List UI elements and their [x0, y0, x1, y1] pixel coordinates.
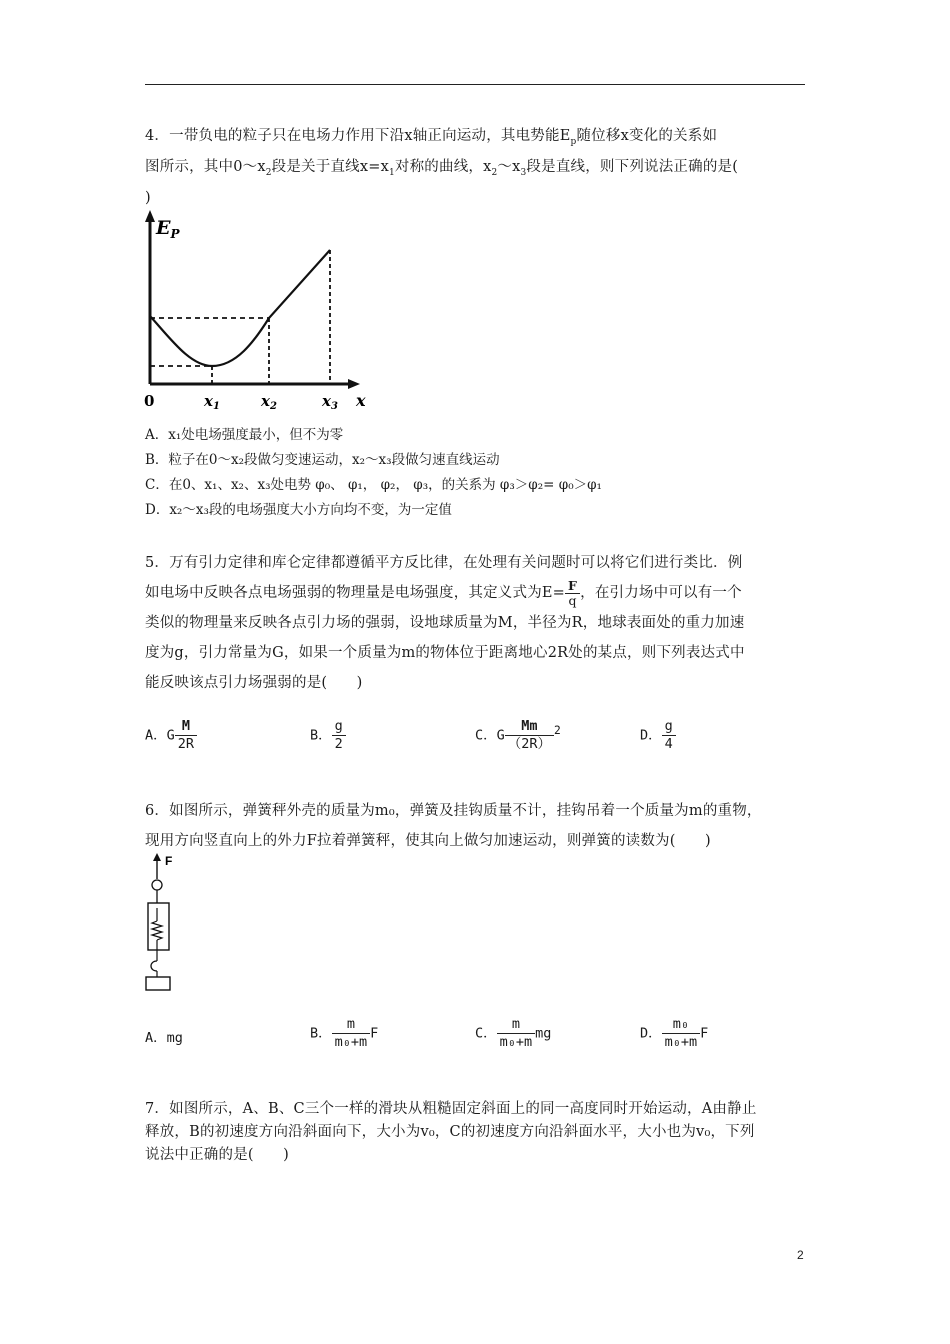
q4-option-d: D．x₂～x₃段的电场强度大小方向均不变，为一定值: [145, 502, 452, 518]
header-rule: [145, 84, 805, 85]
q5-line3: 类似的物理量来反映各点引力场的强弱，设地球质量为M，半径为R，地球表面处的重力加速: [145, 615, 745, 631]
q6-choice-c: C． $\frac{m}{\text{m₀+m}}$ mg: [475, 1016, 552, 1050]
q6-line1: 6．如图所示，弹簧秤外壳的质量为m₀，弹簧及挂钩质量不计，挂钩吊着一个质量为m的重物，: [145, 803, 762, 819]
x1-label: $x_1$: [204, 392, 220, 412]
q5-choice-a: A．G $\frac{M}{2R}$: [145, 718, 197, 753]
q5-line2: 如电场中反映各点电场强弱的物理量是电场强度，其定义式为E= $\frac{F}{q}$ ，在引力场中可以有一个: [145, 577, 742, 608]
q7-line3: 说法中正确的是( ): [145, 1147, 290, 1163]
q6-choice-a: A．mg: [145, 1030, 183, 1046]
q6-choice-d: D． $\frac{\text{m₀}}{\text{m₀+m}}$ F: [640, 1016, 709, 1050]
hook-icon: [151, 961, 157, 971]
force-arrow-icon: [153, 853, 161, 861]
q5-choice-d: D． $\frac{g}{4}$: [640, 718, 676, 753]
q5-choice-b: B． $\frac{g}{2}$: [310, 718, 346, 753]
q6-line2: 现用方向竖直向上的外力F拉着弹簧秤，使其向上做匀加速运动，则弹簧的读数为( ): [145, 833, 711, 849]
q5-choice-c: C．G $\frac{Mm}{(2R)}$ $^2$: [475, 718, 561, 752]
q4-stem: [145, 124, 807, 211]
force-label: F: [165, 854, 173, 868]
ylabel-ep: $E_P$: [156, 217, 180, 241]
q6-stem: [145, 796, 807, 856]
y-axis-arrow-icon: [145, 210, 155, 222]
q5-stem: [145, 548, 807, 698]
q4-line3: ): [145, 189, 151, 206]
weight-block: [146, 977, 170, 990]
q4-option-c: C．在0、x₁、x₂、x₃处电势 φ₀、 φ₁， φ₂， φ₃，的关系为 φ₃＞φ₂= φ₀＞φ₁: [145, 477, 602, 493]
q4-option-a: A．x₁处电场强度最小，但不为零: [145, 427, 344, 443]
q4-option-b: B．粒子在0～x₂段做匀变速运动，x₂～x₃段做匀速直线运动: [145, 452, 500, 468]
q7-line1: 7．如图所示，A、B、C三个一样的滑块从粗糙固定斜面上的同一高度同时开始运动，A由静止: [145, 1101, 757, 1117]
q4-ep-graph: [140, 208, 370, 412]
q5-line5: 能反映该点引力场强弱的是( ): [145, 675, 363, 691]
spring-icon: [152, 921, 162, 940]
q6-spring-scale-figure: [140, 851, 200, 993]
x-axis-arrow-icon: [348, 379, 360, 389]
q7-stem: [145, 1098, 807, 1167]
q4-line2: 图所示，其中$0\sim x_2$段是关于直线$x=x_1$对称的曲线，$x_2\sim x_3$段是直线，则下列说法正确的是(: [145, 158, 739, 178]
page-number: 2: [797, 1248, 804, 1262]
origin-label: 0: [144, 392, 155, 410]
x3-label: $x_3$: [322, 392, 338, 412]
x2-label: $x_2$: [261, 392, 277, 412]
ring-icon: [152, 880, 162, 890]
xaxis-label: x: [356, 391, 366, 410]
q5-line1: 5．万有引力定律和库仑定律都遵循平方反比律，在处理有关问题时可以将它们进行类比．例: [145, 555, 743, 571]
q5-field-frac: $\frac{F}{q}$: [565, 579, 580, 608]
q5-line4: 度为g，引力常量为G，如果一个质量为m的物体位于距离地心2R处的某点，则下列表达式中: [145, 645, 745, 661]
q4-line1: 4．一带负电的粒子只在电场力作用下沿x轴正向运动，其电势能$E_p$随位移x变化的关系如: [145, 128, 718, 147]
q7-line2: 释放，B的初速度方向沿斜面向下，大小为v₀，C的初速度方向沿斜面水平，大小也为v₀，下列: [145, 1124, 755, 1140]
q6-choice-b: B． $\frac{m}{\text{m₀+m}}$ F: [310, 1016, 379, 1050]
ep-curve: [150, 250, 330, 366]
